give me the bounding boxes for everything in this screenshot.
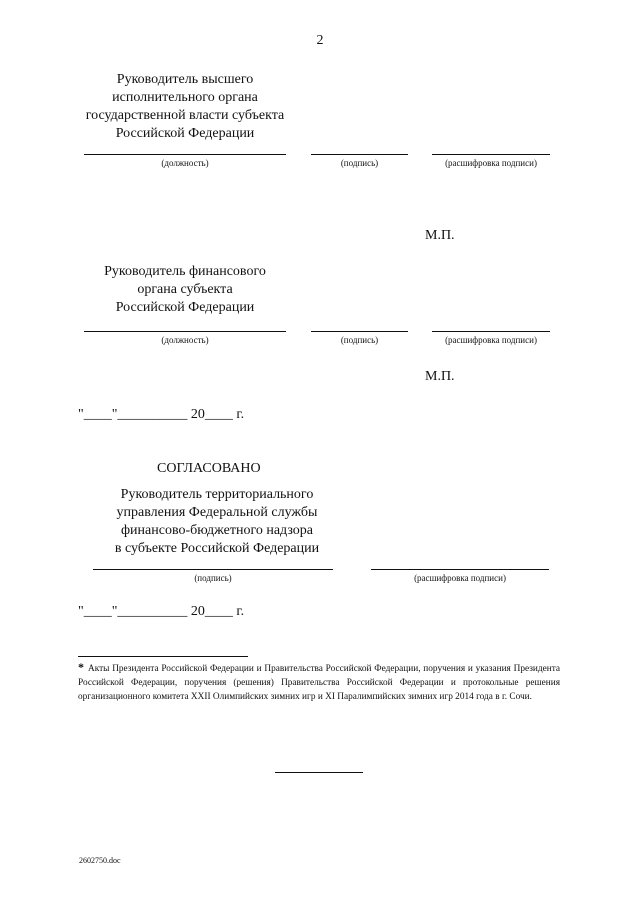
block2-title-line: органа субъекта <box>137 282 233 297</box>
approval-signature-line <box>93 569 333 570</box>
block1-caption-signature: (подпись) <box>340 158 379 168</box>
approval-title <box>82 486 352 558</box>
block1-signature-line <box>311 154 408 155</box>
block1-decoding-line <box>432 154 550 155</box>
approval-title-line: в субъекте Российской Федерации <box>114 541 320 556</box>
approval-title-line: Руководитель территориального <box>120 487 314 502</box>
approval-title-line: финансово-бюджетного надзора <box>120 523 313 538</box>
block2-caption-signature: (подпись) <box>340 335 379 345</box>
approval-decoding-line <box>371 569 549 570</box>
end-rule <box>275 772 363 773</box>
block2-title <box>60 263 310 317</box>
block2-title-line: Российской Федерации <box>115 300 255 315</box>
block1-title <box>60 71 310 143</box>
footnote-text: Акты Президента Российской Федерации и Правительства Российской Федерации, поручения и указания Президента Российской Федерации, поручения (решения) Правительства Российской Федерации и протокольные решения организационного комитета XXII Олимпийских зимних игр и XI Паралимпийских зимних игр 2014 года в г. Сочи. <box>78 664 560 702</box>
footnote-separator <box>78 656 248 657</box>
footnote <box>78 660 560 704</box>
block2-signature-line <box>311 331 408 332</box>
block1-position-line <box>84 154 286 155</box>
document-id: 2602750.doc <box>79 856 121 865</box>
date-line-2: "____"__________ 20____ г. <box>78 604 245 619</box>
page-number: 2 <box>316 33 324 48</box>
block2-title-line: Руководитель финансового <box>104 264 266 279</box>
approval-caption-signature: (подпись) <box>194 573 232 583</box>
block1-caption-position: (должность) <box>161 158 209 168</box>
approval-title-line: управления Федеральной службы <box>116 505 318 520</box>
block2-decoding-line <box>432 331 550 332</box>
block2-caption-decoding: (расшифровка подписи) <box>445 335 537 345</box>
block1-caption-decoding: (расшифровка подписи) <box>445 158 537 168</box>
block1-title-line: государственной власти субъекта <box>85 108 285 123</box>
block1-seal: М.П. <box>425 228 455 243</box>
approval-caption-decoding: (расшифровка подписи) <box>414 573 506 583</box>
block1-title-line: Российской Федерации <box>115 126 255 141</box>
footnote-marker: * <box>78 660 84 674</box>
date-line-1: "____"__________ 20____ г. <box>78 407 245 422</box>
block2-seal: М.П. <box>425 369 455 384</box>
block1-title-line: исполнительного органа <box>112 90 258 105</box>
approval-heading: СОГЛАСОВАНО <box>157 461 261 476</box>
block2-caption-position: (должность) <box>161 335 209 345</box>
block1-title-line: Руководитель высшего <box>116 72 254 87</box>
block2-position-line <box>84 331 286 332</box>
